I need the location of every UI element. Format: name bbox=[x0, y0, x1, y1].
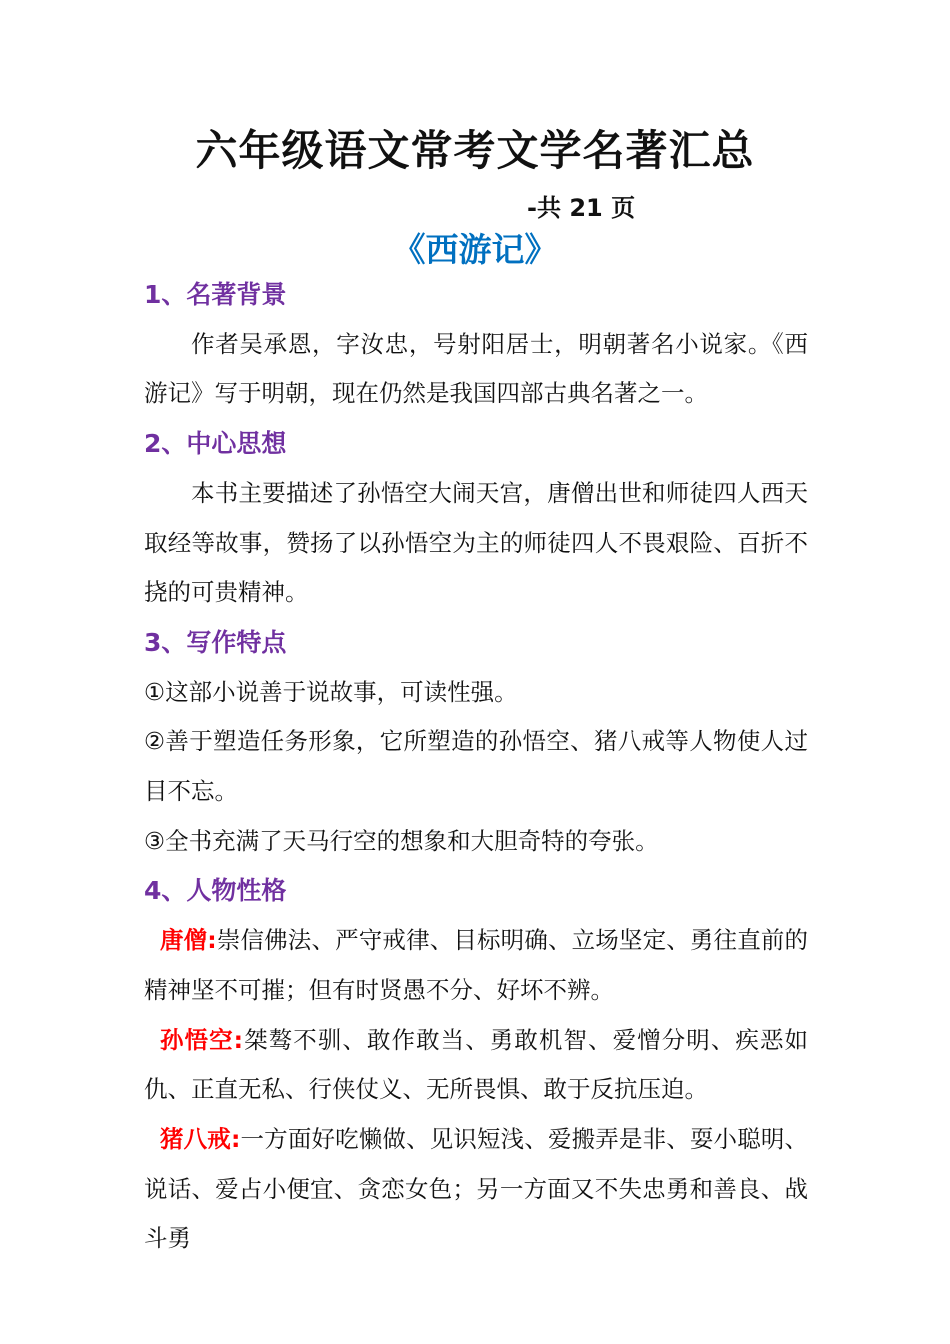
character-name: 孙悟空: bbox=[160, 1025, 244, 1054]
book-title: 《西游记》 bbox=[392, 230, 558, 269]
paragraph: 作者吴承恩，字汝忠，号射阳居士，明朝著名小说家。《西游记》写于明朝，现在仍然是我国四部古典名著之一。 bbox=[144, 329, 808, 408]
character-desc: 崇信佛法、严守戒律、目标明确、立场坚定、勇往直前的精神坚不可摧；但有时贤愚不分、好坏不辨。 bbox=[144, 926, 808, 1004]
character-desc: 桀骜不驯、敢作敢当、勇敢机智、爱憎分明、疾恶如仇、正直无私、行侠仗义、无所畏惧、敢于反抗压迫。 bbox=[144, 1025, 809, 1104]
section-heading: 1、名著背景 bbox=[144, 280, 287, 309]
section-heading: 3、写作特点 bbox=[144, 627, 287, 657]
character-desc: 一方面好吃懒做、见识短浅、爱搬弄是非、耍小聪明、说话、爱占小便宜、贪恋女色；另一方面又不失忠勇和善良、战斗勇 bbox=[144, 1124, 808, 1253]
character-name: 猪八戒: bbox=[160, 1124, 241, 1153]
document-title: 六年级语文常考文学名著汇总 bbox=[195, 126, 755, 175]
section-heading: 4、人物性格 bbox=[144, 876, 287, 906]
document-body bbox=[144, 270, 808, 1264]
list-item: ②善于塑造任务形象，它所塑造的孙悟空、猪八戒等人物使人过目不忘。 bbox=[144, 727, 808, 806]
section-heading: 2、中心思想 bbox=[144, 429, 287, 459]
list-item: ①这部小说善于说故事，可读性强。 bbox=[144, 677, 518, 706]
paragraph: 本书主要描述了孙悟空大闹天宫，唐僧出世和师徒四人西天取经等故事，赞扬了以孙悟空为主的师徒四人不畏艰险、百折不挠的可贵精神。 bbox=[144, 478, 808, 607]
character-entry bbox=[144, 1016, 808, 1115]
page-count: -共 21 页 bbox=[527, 194, 636, 222]
list-item: ③全书充满了天马行空的想象和大胆奇特的夸张。 bbox=[144, 826, 659, 855]
character-entry bbox=[144, 1115, 808, 1264]
character-entry bbox=[144, 916, 808, 1015]
character-name: 唐僧: bbox=[160, 926, 217, 955]
